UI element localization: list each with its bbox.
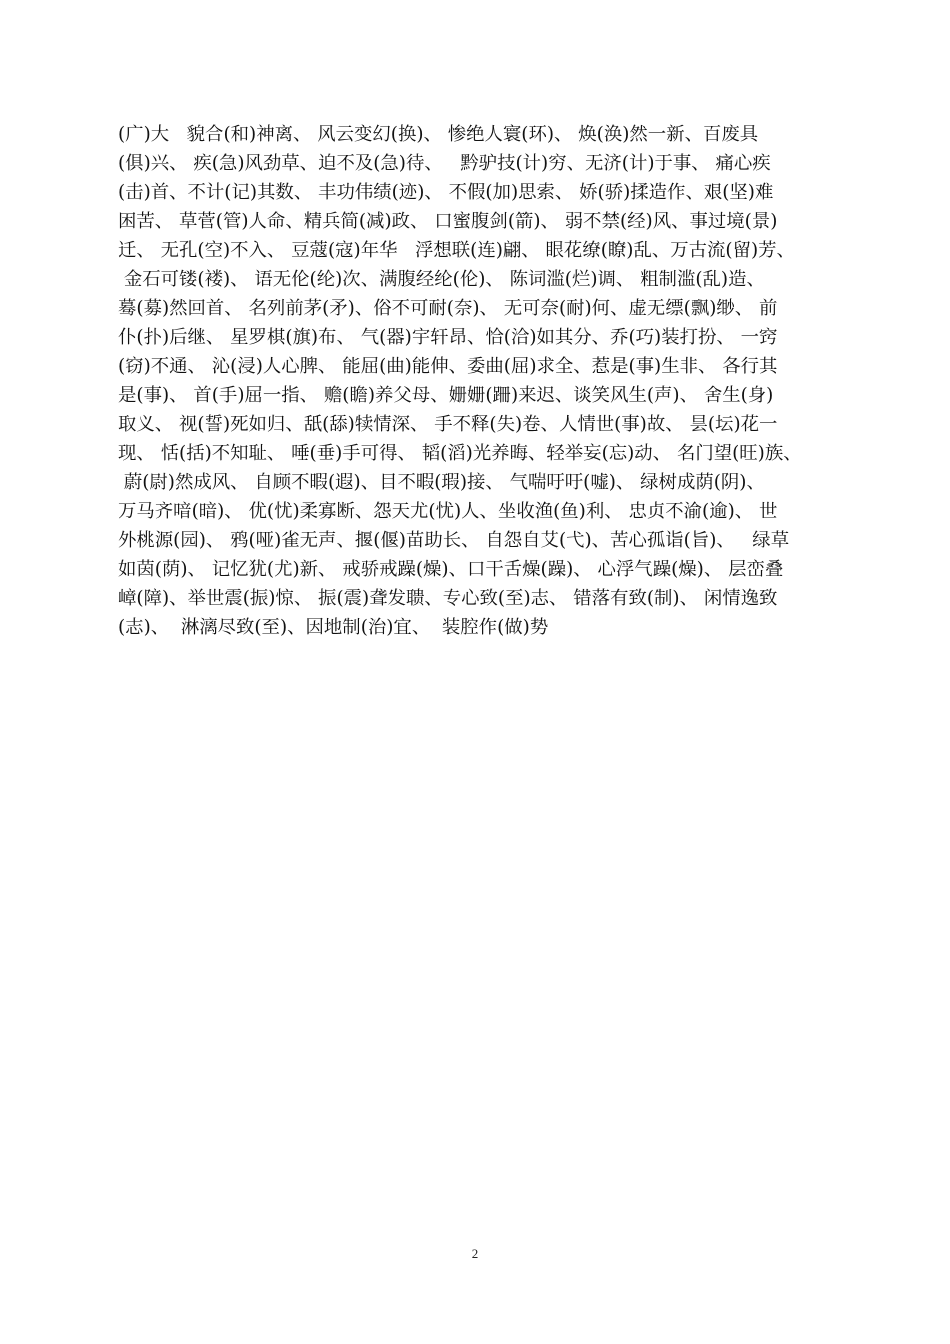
text-line: (击)首、不计(记)其数、 丰功伟绩(迹)、 不假(加)思索、 娇(骄)揉造作、艰(坚)难 (118, 182, 774, 203)
text-line: 外桃源(园)、 鸦(哑)雀无声、揠(偃)苗助长、 自怨自艾(弋)、苦心孤诣(旨)、 绿草 (118, 530, 790, 551)
text-line: 迁、 无孔(空)不入、 豆蔻(寇)年华 浮想联(连)翩、 眼花缭(瞭)乱、万古流(留)芳、 (118, 240, 795, 261)
text-line: 困苦、 草菅(管)人命、精兵简(减)政、 口蜜腹剑(箭)、 弱不禁(经)风、事过境(景) (118, 211, 778, 232)
text-line: 金石可镂(褛)、 语无伦(纶)次、满腹经纶(伦)、 陈词滥(烂)调、 粗制滥(乱)造、 (118, 269, 765, 290)
text-line: 嶂(障)、举世震(振)惊、 振(震)聋发聩、专心致(至)志、 错落有致(制)、 闲情逸致 (118, 588, 778, 609)
text-line: (窃)不通、 沁(浸)人心脾、 能屈(曲)能伸、委曲(屈)求全、惹是(事)生非、 各行其 (118, 356, 778, 377)
text-line: 是(事)、 首(手)屈一指、 赡(瞻)养父母、姗姗(跚)来迟、谈笑风生(声)、 舍生(身) (118, 385, 774, 406)
text-line: (俱)兴、 疾(急)风劲草、迫不及(急)待、 黔驴技(计)穷、无济(计)于事、 痛心疾 (118, 153, 771, 174)
idiom-text-block (118, 120, 833, 642)
text-line: 万马齐喑(暗)、 优(忧)柔寡断、怨天尤(忧)人、坐收渔(鱼)利、 忠贞不渝(逾)、 世 (118, 501, 778, 522)
text-line: 现、 恬(括)不知耻、 唾(垂)手可得、 韬(滔)光养晦、轻举妄(忘)动、 名门望(旺)族、 (118, 443, 802, 464)
text-line: 蓦(募)然回首、 名列前茅(矛)、俗不可耐(奈)、 无可奈(耐)何、虚无缥(飘)缈、 前 (118, 298, 778, 319)
text-line: 蔚(尉)然成风、 自顾不暇(遐)、目不暇(瑕)接、 气喘吁吁(嘘)、 绿树成荫(阴)、 (118, 472, 765, 493)
page-number: 2 (471, 1246, 479, 1261)
text-line: (广)大 貌合(和)神离、 风云变幻(换)、 惨绝人寰(环)、 焕(涣)然一新、百废具 (118, 124, 759, 145)
text-line: 取义、 视(誓)死如归、舐(舔)犊情深、 手不释(失)卷、人情世(事)故、 昙(坛)花一 (118, 414, 778, 435)
text-line: 仆(扑)后继、 星罗棋(旗)布、 气(器)宇轩昂、恰(洽)如其分、乔(巧)装打扮、 一窍 (118, 327, 778, 348)
text-line: 如茵(荫)、 记忆犹(尤)新、 戒骄戒躁(燥)、口干舌燥(躁)、 心浮气躁(燥)、 层峦叠 (118, 559, 784, 580)
text-line: (志)、 淋漓尽致(至)、因地制(治)宜、 装腔作(做)势 (118, 617, 549, 638)
